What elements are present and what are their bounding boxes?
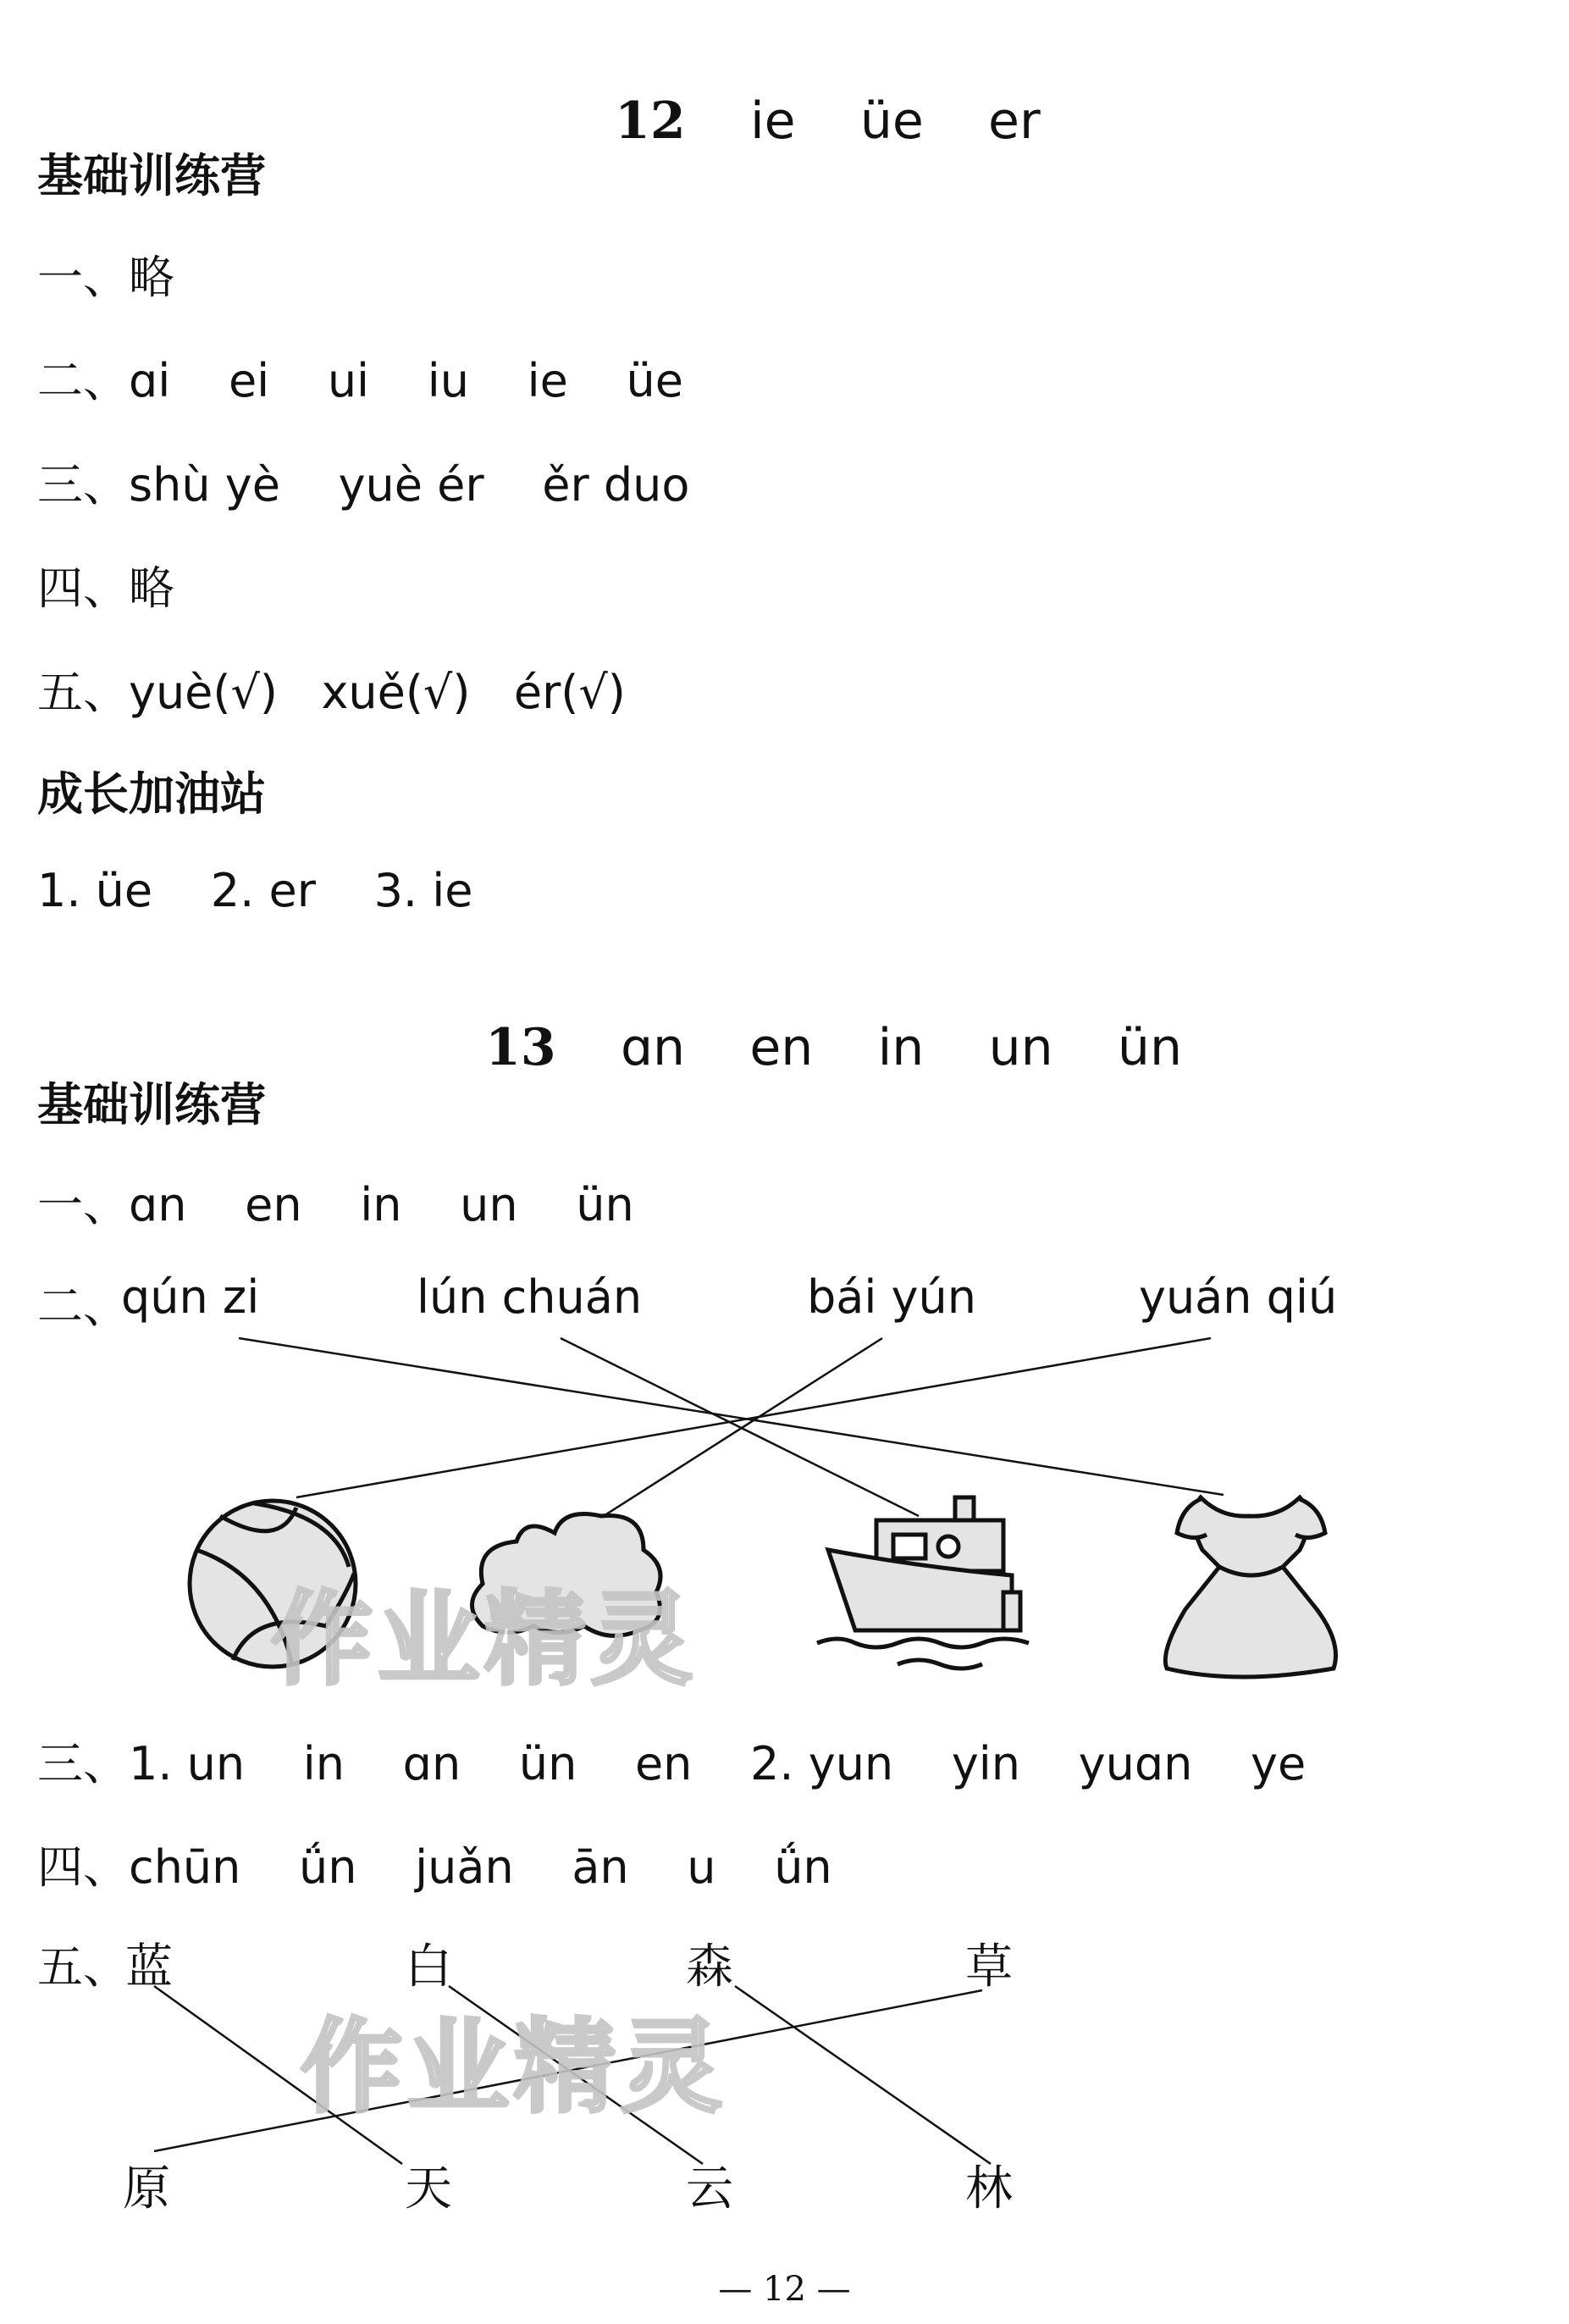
boat-picture: [817, 1497, 1029, 1668]
q5-top-char-3: 森: [686, 1939, 733, 1995]
lesson-13-q1: 一、ɑn en in un ün: [37, 1178, 634, 1231]
lesson-12-finals: ie üe er: [749, 91, 1041, 151]
q5-bottom-char-4: 林: [965, 2161, 1013, 2216]
match-line-baiyun-cloud: [597, 1338, 882, 1520]
q5-bottom-char-3: 云: [686, 2161, 733, 2216]
section-basic-training-13: 基础训练营: [37, 1078, 266, 1132]
q2-word-3: bái yún: [807, 1270, 976, 1324]
match-line-lunchuan-boat: [561, 1338, 919, 1516]
dress-picture: [1165, 1497, 1335, 1677]
page-number: — 12 —: [718, 2270, 851, 2309]
q5-bottom-char-2: 天: [405, 2161, 452, 2216]
lesson-13-q4: 四、chūn ǘn juǎn ān u ǘn: [37, 1840, 832, 1894]
growth-answers: 1. üe 2. er 3. ie: [37, 864, 473, 917]
lesson-12-q1: 一、略: [37, 251, 174, 304]
section-growth-station: 成长加油站: [37, 767, 266, 821]
lesson-13-q3: 三、1. un in ɑn ün en 2. yun yin yuɑn ye: [37, 1737, 1307, 1790]
q5-top-char-2: 白: [405, 1939, 452, 1995]
lesson-12-q3: 三、shù yè yuè ér ěr duo: [37, 458, 690, 512]
lesson-12-number: 12: [615, 91, 686, 151]
watermark-2: 作业精灵: [301, 2009, 727, 2127]
lesson-13-q2-prefix: 二、: [37, 1280, 129, 1333]
q2-word-1: qún zi: [121, 1270, 260, 1324]
q2-word-4: yuán qiú: [1139, 1270, 1338, 1324]
q2-match-lines: [239, 1338, 1224, 1520]
section-basic-training-12: 基础训练营: [37, 149, 266, 202]
watermark-1: 作业精灵: [271, 1581, 698, 1699]
match-line-yuanqiu-ball: [296, 1338, 1211, 1497]
lesson-13-q5-prefix: 五、: [37, 1940, 129, 1994]
q2-word-2: lún chuán: [417, 1270, 643, 1324]
lesson-13-finals: ɑn en in un ün: [620, 1018, 1182, 1077]
q5-top-char-4: 草: [965, 1939, 1013, 1995]
lesson-12-q2: 二、ɑi ei ui iu ie üe: [37, 354, 683, 407]
lesson-13-number: 13: [485, 1018, 556, 1077]
lesson-12-q4: 四、略: [37, 562, 174, 615]
lesson-12-q5: 五、yuè(√) xuě(√) ér(√): [37, 666, 626, 719]
q5-top-char-1: 蓝: [125, 1939, 173, 1995]
q5-bottom-char-1: 原: [123, 2161, 170, 2216]
